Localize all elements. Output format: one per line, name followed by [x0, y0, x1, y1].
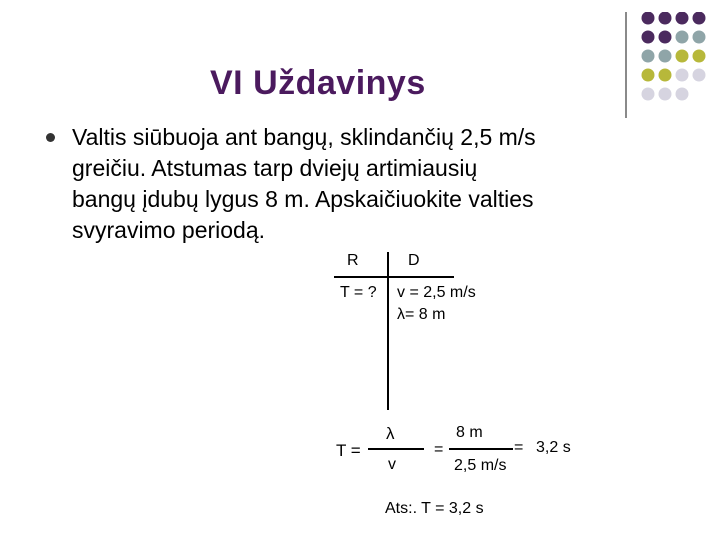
column-header-r: R	[347, 252, 359, 269]
table-horizontal-line	[334, 276, 454, 278]
decorative-dot	[676, 31, 689, 44]
decorative-dot	[642, 69, 655, 82]
bullet-icon	[46, 133, 55, 142]
fraction-bar	[368, 448, 424, 450]
decorative-dot	[693, 12, 706, 25]
problem-text	[72, 122, 712, 246]
given-speed: v = 2,5 m/s	[397, 284, 476, 301]
unknown-quantity: T = ?	[340, 284, 377, 301]
equals-sign: =	[434, 441, 444, 458]
problem-line: bangų įdubų lygus 8 m. Apskaičiuokite valties	[72, 186, 534, 212]
decorative-dot	[659, 50, 672, 63]
decorative-divider-line	[625, 12, 627, 118]
decorative-dot	[659, 12, 672, 25]
slide-title: VI Uždavinys	[210, 64, 426, 102]
decorative-dot	[659, 88, 672, 101]
decorative-dot	[693, 69, 706, 82]
equals-sign: =	[514, 439, 524, 456]
decorative-dot	[642, 88, 655, 101]
answer-text: Ats:. T = 3,2 s	[385, 500, 484, 517]
problem-line: svyravimo periodą.	[72, 217, 266, 243]
decorative-dot	[693, 50, 706, 63]
decorative-dot-grid	[640, 12, 718, 112]
given-wavelength: λ= 8 m	[397, 306, 446, 323]
decorative-dot	[642, 12, 655, 25]
fraction-bar	[449, 448, 513, 450]
decorative-dot	[693, 31, 706, 44]
problem-line: Valtis siūbuoja ant bangų, sklindančių 2,5 m/s	[72, 124, 536, 150]
decorative-dot	[676, 88, 689, 101]
decorative-dot	[676, 50, 689, 63]
table-vertical-line	[387, 252, 389, 410]
decorative-dot	[659, 31, 672, 44]
column-header-d: D	[408, 252, 420, 269]
decorative-dot	[642, 31, 655, 44]
result-value: 3,2 s	[536, 439, 571, 456]
decorative-dot	[676, 12, 689, 25]
decorative-dot	[676, 69, 689, 82]
formula-lhs: T =	[336, 441, 361, 460]
formula-numerator: λ	[386, 424, 395, 443]
substituted-numerator: 8 m	[456, 424, 483, 441]
problem-line: greičiu. Atstumas tarp dviejų artimiausių	[72, 155, 478, 181]
decorative-dot	[642, 50, 655, 63]
decorative-dot	[659, 69, 672, 82]
substituted-denominator: 2,5 m/s	[454, 457, 507, 474]
formula-denominator: v	[388, 456, 396, 473]
